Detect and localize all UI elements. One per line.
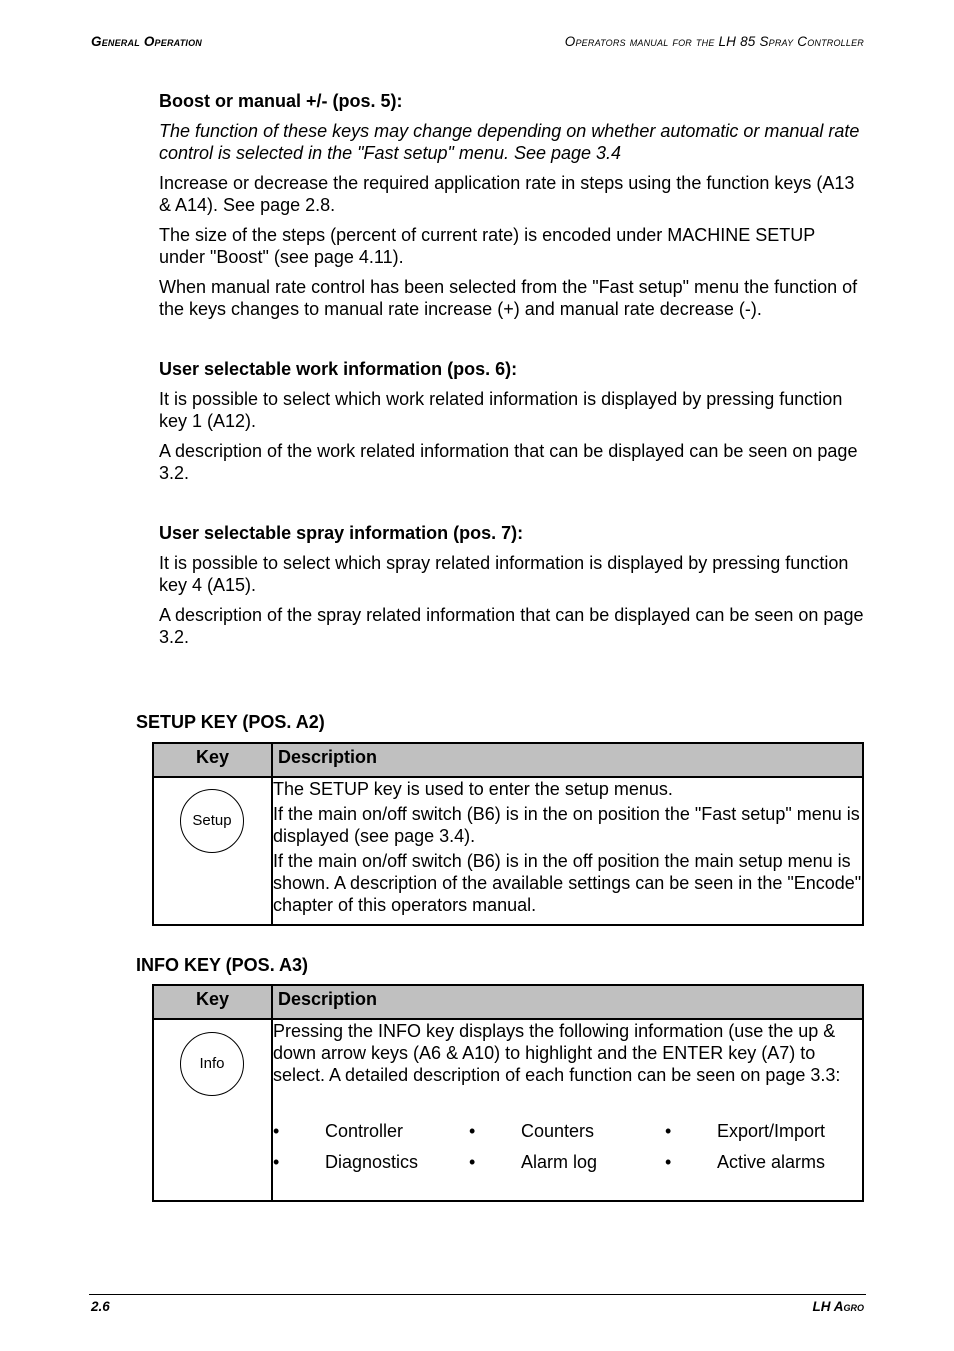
info-key-heading: INFO KEY (POS. A3) — [136, 955, 309, 975]
info-key-table — [152, 984, 864, 1202]
running-header-right: Operators manual for the LH 85 Spray Controller — [564, 34, 864, 49]
work-info-paragraph-2: A description of the work related information that can be displayed can be seen on page 3.2. — [159, 441, 858, 483]
list-item: • Counters — [469, 1121, 595, 1141]
footer-rule — [89, 1294, 866, 1295]
info-function-list — [273, 1120, 862, 1182]
list-item: • Active alarms — [665, 1152, 826, 1172]
page-number: 2.6 — [91, 1299, 110, 1314]
list-item: • Diagnostics — [273, 1152, 419, 1172]
setup-description-1: The SETUP key is used to enter the setup menus. — [273, 779, 673, 799]
spray-info-paragraph-1: It is possible to select which spray related information is displayed by pressing function key 4 (A15). — [159, 553, 849, 595]
setup-table-desc-header: Description — [272, 743, 863, 777]
setup-key-icon: Setup — [180, 789, 244, 853]
setup-description-2: If the main on/off switch (B6) is in the on position the "Fast setup" menu is displayed (see page 3.4). — [273, 804, 860, 846]
boost-note: The function of these keys may change depending on whether automatic or manual rate control is selected in the "Fast setup" menu. See page 3.4 — [159, 121, 860, 163]
boost-paragraph-2: The size of the steps (percent of current rate) is encoded under MACHINE SETUP under "Boost" (see page 4.11). — [159, 225, 815, 267]
boost-paragraph-3: When manual rate control has been selected from the "Fast setup" menu the function of the keys changes to manual rate increase (+) and manual rate decrease (-). — [159, 277, 858, 319]
setup-description-3: If the main on/off switch (B6) is in the off position the main setup menu is shown. A description of the available settings can be seen in the "Encode" chapter of this operators manual. — [273, 851, 862, 915]
running-header-left: General Operation — [91, 34, 202, 49]
list-item: • Alarm log — [469, 1152, 598, 1172]
setup-key-cell — [153, 777, 272, 925]
footer-company: LH Agro — [812, 1299, 864, 1314]
info-description-cell — [272, 1019, 863, 1201]
info-table-desc-header: Description — [272, 985, 863, 1019]
setup-description-cell — [272, 777, 863, 925]
spray-info-heading: User selectable spray information (pos. 7): — [159, 523, 524, 543]
boost-heading: Boost or manual +/- (pos. 5): — [159, 91, 403, 111]
list-item: • Controller — [273, 1121, 404, 1141]
work-info-heading: User selectable work information (pos. 6): — [159, 359, 518, 379]
info-table-key-header: Key — [153, 985, 272, 1019]
info-key-cell — [153, 1019, 272, 1201]
list-item: • Export/Import — [665, 1121, 826, 1141]
work-info-paragraph-1: It is possible to select which work related information is displayed by pressing function key 1 (A12). — [159, 389, 843, 431]
boost-paragraph-1: Increase or decrease the required application rate in steps using the function keys (A13 & A14). See page 2.8. — [159, 173, 855, 215]
setup-key-table — [152, 742, 864, 926]
spray-info-paragraph-2: A description of the spray related information that can be displayed can be seen on page 3.2. — [159, 605, 864, 647]
body-text — [159, 90, 864, 656]
info-description: Pressing the INFO key displays the following information (use the up & down arrow keys (A6 & A10) to highlight and the ENTER key (A7) to select. A detailed description of each function can be seen on page 3.3: — [273, 1021, 841, 1085]
setup-key-heading: SETUP KEY (POS. A2) — [136, 712, 325, 732]
info-key-icon: Info — [180, 1032, 244, 1096]
setup-table-key-header: Key — [153, 743, 272, 777]
